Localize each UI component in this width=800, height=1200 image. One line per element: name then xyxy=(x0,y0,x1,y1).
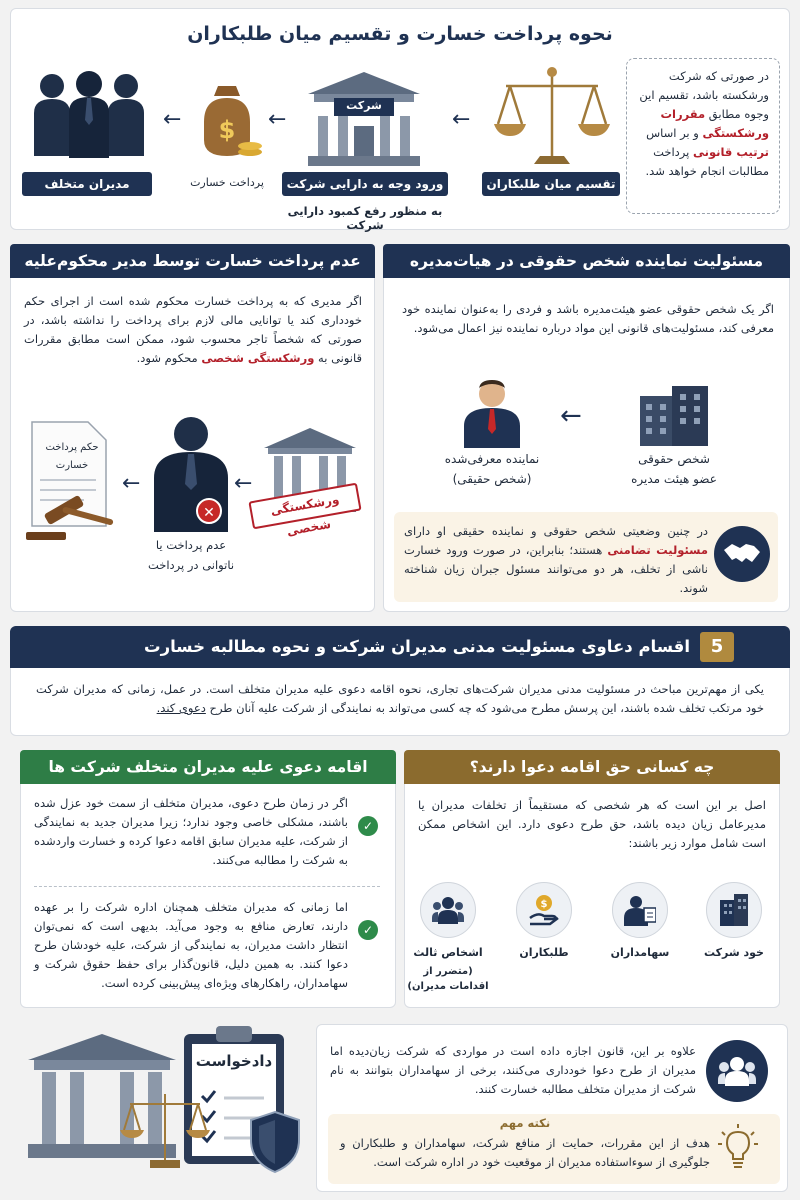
arrow-icon: ← xyxy=(122,471,141,496)
check-icon: ✓ xyxy=(358,920,378,940)
payment-label: پرداخت خسارت xyxy=(190,176,264,189)
money-bag-icon xyxy=(190,82,264,160)
who-can-sue-text: اصل بر این است که هر شخصی که مستقیماً از تخلفات مدیران یا مدیرعامل زیان دیده باشد، حق طرح دعوی دارد. این اشخاص ممکن است شامل موارد زیر باشند: xyxy=(418,798,766,850)
right-panel-text: اگر یک شخص حقوقی عضو هیئت‌مدیره باشد و فردی را به‌عنوان نماینده خود معرفی کند، مسئولیت‌های قانونی این مواد درباره نماینده نیز اعمال می‌شود. xyxy=(402,302,774,335)
doc-label-1: حکم پرداخت xyxy=(45,442,99,453)
company-sign: شرکت xyxy=(346,99,382,112)
section5-number-badge: 5 xyxy=(700,632,734,662)
handshake-icon xyxy=(722,540,762,568)
who-item-third-parties-sub: (متضرر از اقدامات مدیران) xyxy=(407,966,489,992)
petition-label: دادخواست xyxy=(195,1052,273,1070)
left-panel-title: عدم پرداخت خسارت توسط مدیر محکوم‌علیه xyxy=(10,244,375,278)
svg-text:$: $ xyxy=(218,116,236,144)
scales-icon xyxy=(120,1090,210,1170)
deposit-sublabel: به منظور رفع کمبود دارایی شرکت xyxy=(287,204,443,232)
non-payment-caption-2: ناتوانی در پرداخت xyxy=(147,558,235,572)
top-title: نحوه پرداخت خسارت و تقسیم میان طلبکاران xyxy=(187,23,613,45)
important-note-text: هدف از این مقررات، حمایت از منافع شرکت، سهامداران و طلبکاران و جلوگیری از سوءاستفاده مدیران از موقعیت خود در اداره شرکت است. xyxy=(340,1136,710,1169)
legal-entity-label-1: شخص حقوقی xyxy=(638,452,710,466)
right-panel-title: مسئولیت نماینده شخص حقوقی در هیات‌مدیره xyxy=(383,244,790,278)
bottom-text: علاوه بر این، قانون اجازه داده است در مواردی که شرکت زیان‌دیده اما مدیران از طرح دعوا خودداری می‌کنند، برخی از سهامداران بتوانند به نام شرکت از مدیران متخلف مطالبه خسارت کنند. xyxy=(330,1044,696,1096)
arrow-icon: ← xyxy=(268,107,287,132)
who-item-company: خود شرکت xyxy=(703,946,764,959)
representative-label-1: نماینده معرفی‌شده xyxy=(444,452,540,466)
representative-label-2: (شخص حقیقی) xyxy=(452,472,532,486)
creditor-money-icon xyxy=(528,894,560,926)
bankruptcy-stamp: ورشکستگی شخصی xyxy=(248,483,361,530)
company-building-icon xyxy=(300,68,428,168)
section5-intro: یکی از مهم‌ترین مباحث در مسئولیت مدنی مدیران شرکت‌های تجاری، نحوه اقامه دعوی علیه مدیران متخلف است. در عمل، زمانی که مدیران شرکت خود مرتکب تخلف شده باشند، این پرسش مطرح می‌شود که چه کسی می‌تواند به نمایندگی از شرکت علیه آنان طرح دعوی کند. xyxy=(36,682,764,715)
svg-text:$: $ xyxy=(540,899,548,910)
who-item-third-parties: اشخاص ثالث xyxy=(413,946,483,959)
shield-icon xyxy=(248,1110,302,1174)
section5-title: اقسام دعاوی مسئولیت مدنی مدیران شرکت و نحوه مطالبه خسارت xyxy=(144,637,690,656)
lawsuit-title: اقامه دعوی علیه مدیران متخلف شرکت ها xyxy=(20,750,396,784)
group-icon xyxy=(718,1056,756,1086)
joint-liability-text: در چنین وضعیتی شخص حقوقی و نماینده حقیقی او دارای مسئولیت تضامنی هستند؛ بنابراین، در صورت ورود خسارت ناشی از تخلف، هر دو می‌توانند مسئول جبران زیان شناخته شوند. xyxy=(404,524,709,595)
arrow-icon: ← xyxy=(234,471,253,496)
arrow-icon: ← xyxy=(452,107,471,132)
deposit-label: ورود وجه به دارایی شرکت xyxy=(282,172,448,196)
judgment-document-icon xyxy=(24,420,120,544)
legal-entity-building-icon xyxy=(634,384,714,448)
who-can-sue-title: چه کسانی حق اقامه دعوا دارند؟ xyxy=(404,750,780,784)
divider xyxy=(34,886,380,887)
doc-label-2: خسارت xyxy=(55,460,89,471)
lawsuit-item-1: اگر در زمان طرح دعوی، مدیران متخلف از سمت خود عزل شده باشند، مشکلی خاصی وجود ندارد؛ زیرا مدیران جدید به نمایندگی از شرکت، علیه مدیران سابق اقامه دعوا کرده و خسارت واردشده به شرکت را مطالبه می‌کنند. xyxy=(34,796,348,867)
lawsuit-item-2: اما زمانی که مدیران متخلف همچنان اداره شرکت را بر عهده دارند، تعارض منافع به وجود می‌آید. بدیهی است که نمی‌توان انتظار داشت مدیران، به نمایندگی از شرکت، علیه خودشان طرح دعوا کنند. به همین دلیل، قانون‌گذار برای حفظ حقوق شرکت و سهامداران، راهکارهای ویژه‌ای پیش‌بینی کرده است. xyxy=(34,900,348,990)
check-icon: ✓ xyxy=(358,816,378,836)
directors-icon xyxy=(30,68,148,158)
bankruptcy-note: در صورتی که شرکت ورشکسته باشد، تقسیم این وجوه مطابق مقررات ورشکستگی و بر اساس ترتیب قانونی پرداخت مطالبات انجام خواهد شد. xyxy=(626,58,780,214)
scales-icon xyxy=(492,64,612,168)
directors-label: مدیران متخلف xyxy=(22,172,152,196)
company-icon xyxy=(718,894,750,926)
lightbulb-icon xyxy=(718,1124,758,1172)
creditors-label: تقسیم میان طلبکاران xyxy=(482,172,620,196)
important-note-title: نکته مهم xyxy=(499,1116,551,1130)
group-icon xyxy=(432,896,464,924)
shareholders-icon xyxy=(624,894,656,926)
who-item-creditors: طلبکاران xyxy=(519,946,569,959)
who-item-shareholders: سهامداران xyxy=(610,946,670,959)
left-panel-text: اگر مدیری که به پرداخت خسارت محکوم شده است از اجرای حکم خودداری کند یا توانایی مالی لازم برای پرداخت را نداشته باشد، در صورتی که شخصاً تاجر محسوب شود، ممکن است مطابق مقررات قانونی به ورشکستگی شخصی محکوم شود. xyxy=(24,294,362,365)
arrow-icon: ← xyxy=(163,107,182,132)
reject-icon: ✕ xyxy=(196,498,222,524)
legal-entity-label-2: عضو هیئت مدیره xyxy=(631,472,717,486)
non-payment-caption-1: عدم پرداخت یا xyxy=(155,538,227,552)
arrow-icon: ← xyxy=(560,401,582,431)
representative-icon xyxy=(460,378,524,448)
